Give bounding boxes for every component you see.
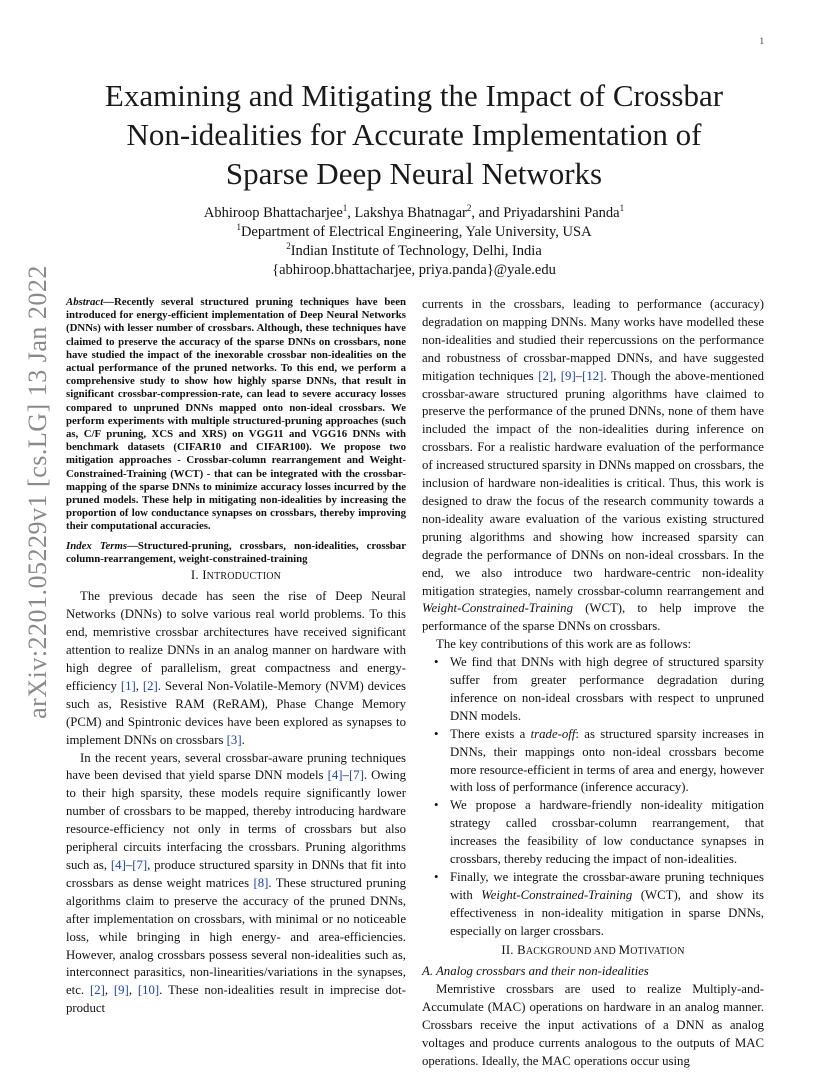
author-3: , and Priyadarshini Panda [471,205,620,221]
paper-title [60,76,768,193]
author-block [60,204,768,280]
affiliation-1 [60,223,768,242]
text-run: . [241,732,245,747]
citation-link[interactable]: [8] [253,875,269,890]
text-run: , produce structured sparsity in DNNs that fit into crossbars as dense weight matrices [66,857,406,890]
text-run: In the recent years, several crossbar-aware pruning techniques have been devised that yield sparse DNN models [66,750,406,783]
index-terms [66,540,406,567]
list-item [434,869,764,941]
emphasis-wct: Weight-Constrained-Training [422,601,573,616]
affiliation-2 [60,242,768,261]
index-terms-lead: Index Terms [66,539,128,552]
emphasis: Weight-Constrained-Training [481,887,633,902]
citation-link[interactable]: [3] [226,732,242,747]
right-column [422,296,764,1071]
title-line-1: Examining and Mitigating the Impact of Crossbar [104,78,724,113]
list-item [434,654,764,726]
text-run: , [128,983,138,998]
citation-link[interactable]: [4] [110,857,126,872]
section-1-cap: I [202,568,207,583]
text-run: – [342,768,349,783]
section-2-numeral: II. [501,942,518,957]
left-column [66,296,406,1018]
affiliation-2-text: Indian Institute of Technology, Delhi, India [290,243,542,259]
author-3-affil: 1 [619,203,625,214]
citation-link[interactable]: [7] [348,768,364,783]
text-run: : as structured sparsity increases in DNNs, their mappings onto non-ideal crossbars become more resource-efficient in terms of area and energy, however with loss of performance (inference accuracy). [450,726,765,795]
author-2: , Lakshya Bhatnagar [347,205,467,221]
text-run: , [553,368,561,383]
text-run: The previous decade has seen the rise of Deep Neural Networks (DNNs) to solve various real world problems. To this end, memristive crossbar architectures have received significant attention to realize DNNs in an analog manner on hardware with high degree of parallelism, great compactness and energy-efficiency [66,589,406,693]
text-run: , [135,678,143,693]
affiliation-2-mark: 2 [286,241,291,252]
section-2-cap-1: B [517,942,526,957]
page-number: 1 [759,36,764,46]
section-2-rest-2: OTIVATION [630,945,685,957]
abstract [66,296,406,534]
affiliation-1-mark: 1 [236,222,241,233]
author-names [60,204,768,223]
text-run: , [104,983,114,998]
citation-link[interactable]: [9] [560,368,576,383]
citation-link[interactable]: [2] [538,368,554,383]
affiliation-1-text: Department of Electrical Engineering, Yale University, USA [240,224,592,240]
bullet-icon: • [434,726,439,741]
section-heading-background [422,942,764,961]
author-emails: {abhiroop.bhattacharjee, priya.panda}@yale.edu [272,262,556,278]
text-run: currents in the crossbars, leading to performance (accuracy) degradation on mapping DNNs. Many works have modelled these non-idealities and studied their repercussions on the performance and robustness of crossbar-mapped DNNs, and have suggested mitigation techniques [422,297,764,383]
emphasis: trade-off [530,726,576,741]
bullet-icon: • [434,870,439,884]
text-run: There exists a [450,726,531,741]
text-run: . These structured pruning algorithms claim to preserve the accuracy of the pruned DNNs, after implementation on crossbars, with minimal or no noticeable loss, while bringing in high energy- and area-efficiencies. However, analog crossbars possess several non-idealities such as, interconnect parasitics, non-linearities/variations in the synapses, etc. [66,875,406,998]
section-1-numeral: I. [190,568,203,583]
citation-link[interactable]: [7] [132,857,148,872]
text-run: (WCT), to help improve the performance of the sparse DNNs on crossbars. [422,601,764,634]
citation-link[interactable]: [12] [582,368,604,383]
citation-link[interactable]: [1] [120,678,136,693]
list-item [434,726,765,798]
section-1-rest: NTRODUCTION [206,571,282,583]
section-heading-introduction [66,567,406,586]
citation-link[interactable]: [9] [113,983,129,998]
right-paragraph-2: Memristive crossbars are used to realize Multiply-and-Accumulate (MAC) operations on hardware in an analog manner. Crossbars receive the input activations of a DNN as analog voltages and produce currents analogous to the outputs of MAC operations. Ideally, the MAC operations occur using [422,982,764,1069]
subsection-heading-a: A. Analog crossbars and their non-idealities [422,963,649,978]
intro-paragraph-1 [66,588,406,749]
bullet-icon: • [434,798,439,813]
contributions-intro: The key contributions of this work are as follows: [436,637,692,652]
text-run: Finally, we integrate the crossbar-aware pruning techniques with [450,870,764,902]
author-1-affil: 1 [342,203,348,214]
author-2-affil: 2 [466,203,472,214]
title-line-3: Sparse Deep Neural Networks [225,156,603,191]
title-line-2: Non-idealities for Accurate Implementation of [126,117,702,152]
arxiv-stamp [14,265,62,719]
text-run: – [575,368,583,383]
text-run: . Owing to their high sparsity, these models require significantly lower number of crossbars to be mapped, thereby introducing hardware resource-efficiency not only in terms of crossbars but also peripheral circuits interfacing the crossbars. Pruning algorithms such as, [66,768,407,872]
text-run: (WCT), and show its effectiveness in non-ideality mitigation in sparse DNNs, especially on larger crossbars. [450,887,764,938]
citation-link[interactable]: [4] [327,768,343,783]
citation-link[interactable]: [10] [137,983,160,998]
arxiv-stamp-text: arXiv:2201.05229v1 [cs.LG] 13 Jan 2022 [23,265,52,719]
citation-link[interactable]: [2] [89,983,105,998]
citation-link[interactable]: [2] [142,678,158,693]
text-run: . These non-idealities result in imprecise dot-product [66,983,406,1016]
intro-paragraph-2 [66,750,406,1019]
contributions-list [422,654,764,941]
text-run: . Several Non-Volatile-Memory (NVM) devices such as, Resistive RAM (ReRAM), Phase Change Memory (PCM) and Spintronic devices have been explored as synapses to implement DNNs on crossbars [66,678,407,747]
section-2-cap-2: M [618,942,631,957]
text-run: . Though the above-mentioned crossbar-aware structured pruning algorithms have claimed to preserve the performance of the pruned DNNs, none of them have included the impact of the non-idealities during inference on crossbars. For a realistic hardware evaluation of the performance of increased structured sparsity in DNNs mapped on crossbars, the inclusion of hardware non-idealities is critical. Thus, this work is designed to draw the focus of the research community towards a non-ideality aware evaluation of the various existing structured pruning algorithms and showing how increased sparsity can degrade the performance of DNNs on non-ideal crossbars. In the end, we also introduce two hardware-centric non-ideality mitigation strategies, namely crossbar-column rearrangement and [422,368,764,598]
text-run: We find that DNNs with high degree of structured sparsity suffer from greater performance degradation during inference on non-ideal crossbars with respect to unpruned DNN models. [450,655,764,723]
abstract-text: —Recently several structured pruning techniques have been introduced for energy-efficient implementation of Deep Neural Networks (DNNs) with lesser number of crossbars. Although, these techniques have claimed to preserve the accuracy of the sparse DNNs on crossbars, none have studied the impact of the inexorable crossbar non-idealities on the actual performance of the pruned networks. To this end, we perform a comprehensive study to show how highly sparse DNNs, that result in significant crossbar-compression-rate, can lead to severe accuracy losses compared to unpruned DNNs mapped onto non-ideal crossbars. We perform experiments with multiple structured-pruning approaches (such as, C/F pruning, XCS and XRS) on VGG11 and VGG16 DNNs with benchmark datasets (CIFAR10 and CIFAR100). We propose two mitigation approaches - Crossbar-column rearrangement and Weight-Constrained-Training (WCT) - that can be integrated with the crossbar-mapping of the sparse DNNs to minimize accuracy losses incurred by the pruned models. These help in mitigating non-idealities by increasing the proportion of low conductance synapses on crossbars, thereby improving their computational accuracies. [66,296,406,533]
list-item [434,797,764,869]
author-1: Abhiroop Bhattacharjee [203,205,343,221]
text-run: We propose a hardware-friendly non-ideality mitigation strategy called crossbar-column rearrangement, that increases the feasibility of low conductance synapses in crossbars, thereby reducing the impact of non-idealities. [450,798,764,867]
abstract-lead: Abstract [66,296,104,308]
bullet-icon: • [434,655,439,670]
section-2-rest-1: ACKGROUND AND [525,945,619,957]
right-paragraph-1 [422,296,764,636]
text-run: – [125,857,133,872]
index-terms-text: —Structured-pruning, crossbars, non-idealities, crossbar column-rearrangement, weight-constrained-training [66,539,406,566]
